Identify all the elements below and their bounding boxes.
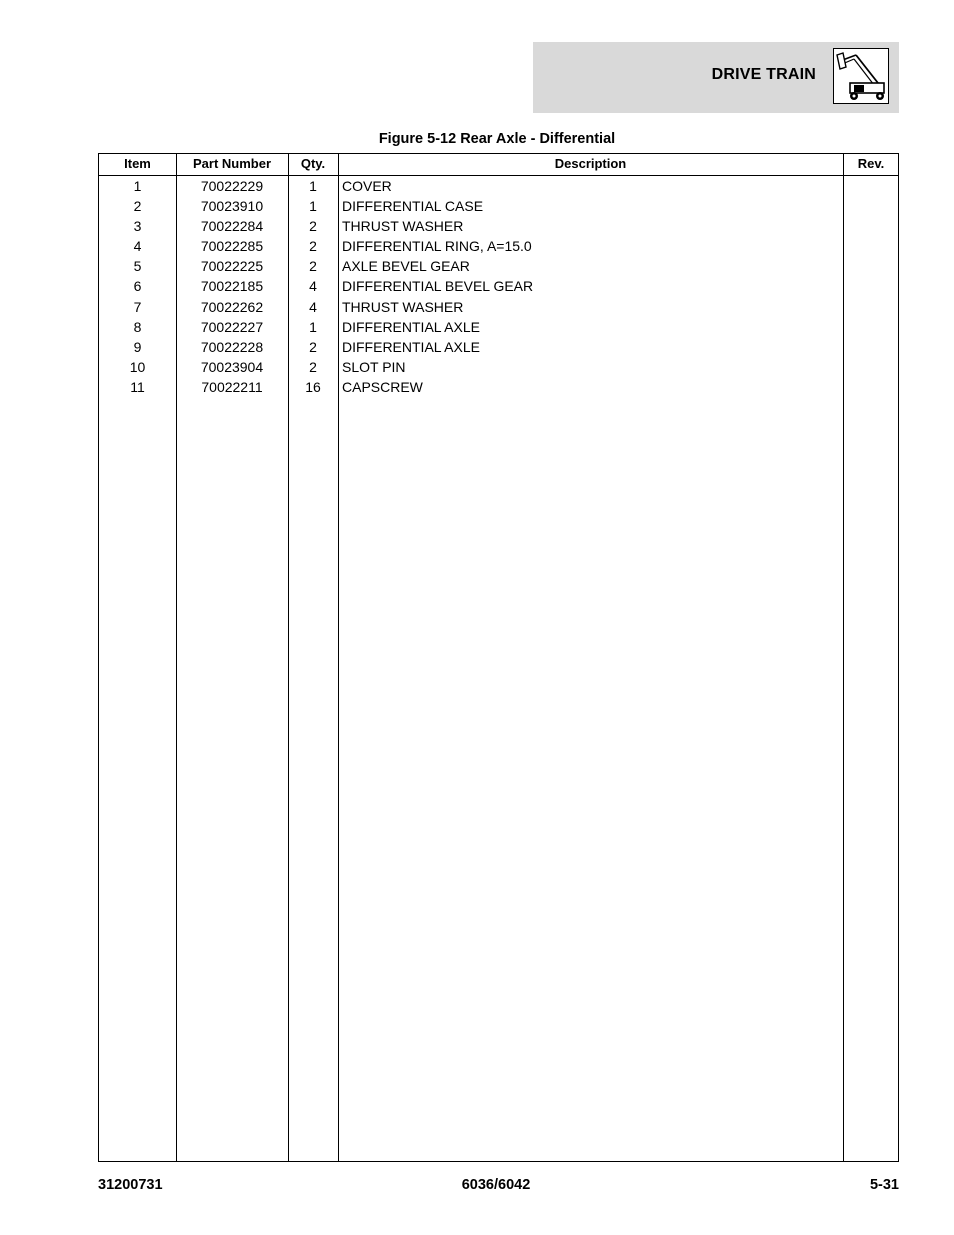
item-cell: 4 — [133, 238, 142, 255]
description-cell: DIFFERENTIAL AXLE — [342, 318, 480, 335]
table-row — [99, 276, 898, 296]
part-number-cell: 70022284 — [200, 218, 264, 235]
rev-cell — [843, 377, 899, 397]
table-row — [99, 216, 898, 236]
item-cell: 8 — [133, 318, 142, 335]
column-header-item: Item — [124, 156, 151, 171]
table-row — [99, 256, 898, 276]
item-cell: 9 — [133, 338, 142, 355]
part-number-cell: 70023910 — [200, 198, 264, 215]
rev-cell — [843, 357, 899, 377]
rev-cell — [843, 256, 899, 276]
qty-cell: 16 — [305, 378, 321, 395]
section-header — [533, 42, 899, 113]
part-number-cell: 70022227 — [200, 318, 264, 335]
item-cell: 11 — [130, 378, 145, 395]
rev-cell — [843, 276, 899, 296]
item-cell: 6 — [133, 278, 142, 295]
column-header-rev: Rev. — [857, 156, 885, 171]
item-cell: 5 — [133, 258, 142, 275]
model-number: 6036/6042 — [461, 1177, 531, 1193]
rev-cell — [843, 176, 899, 196]
description-cell: DIFFERENTIAL CASE — [342, 198, 484, 215]
part-number-cell: 70022285 — [200, 238, 264, 255]
qty-cell: 4 — [309, 298, 317, 315]
part-number-cell: 70022229 — [200, 178, 264, 194]
item-cell: 7 — [133, 298, 142, 315]
qty-cell: 4 — [309, 278, 317, 295]
rev-cell — [843, 297, 899, 317]
description-cell: THRUST WASHER — [342, 218, 464, 235]
table-row — [99, 176, 898, 196]
column-header-part-number: Part Number — [192, 156, 272, 171]
qty-cell: 2 — [309, 338, 317, 355]
description-cell: CAPSCREW — [342, 378, 423, 395]
table-row — [99, 317, 898, 337]
item-cell: 2 — [133, 198, 142, 215]
qty-cell: 1 — [309, 178, 317, 194]
table-row — [99, 196, 898, 216]
figure-title: Figure 5-12 Rear Axle - Differential — [378, 131, 616, 147]
table-row — [99, 337, 898, 357]
item-cell: 10 — [129, 358, 146, 375]
table-row — [99, 297, 898, 317]
rev-cell — [843, 236, 899, 256]
table-row — [99, 236, 898, 256]
rev-cell — [843, 196, 899, 216]
part-number-cell: 70022185 — [200, 278, 264, 295]
document-number: 31200731 — [98, 1177, 163, 1193]
table-row — [99, 377, 898, 397]
column-header-qty: Qty. — [300, 156, 326, 171]
rev-cell — [843, 216, 899, 236]
qty-cell: 2 — [309, 238, 317, 255]
part-number-cell: 70022262 — [200, 298, 264, 315]
description-cell: DIFFERENTIAL RING, A=15.0 — [342, 238, 532, 255]
table-body — [99, 175, 898, 397]
part-number-cell: 70022228 — [200, 338, 264, 355]
qty-cell: 2 — [309, 218, 317, 235]
parts-table — [98, 153, 899, 1162]
description-cell: COVER — [342, 178, 392, 194]
part-number-cell: 70022211 — [201, 378, 263, 395]
column-header-description: Description — [554, 156, 627, 171]
item-cell: 3 — [133, 218, 142, 235]
rev-cell — [843, 317, 899, 337]
description-cell: THRUST WASHER — [342, 298, 464, 315]
section-title: DRIVE TRAIN — [711, 66, 816, 83]
description-cell: AXLE BEVEL GEAR — [342, 258, 470, 275]
qty-cell: 1 — [309, 198, 317, 215]
qty-cell: 1 — [309, 318, 317, 335]
part-number-cell: 70022225 — [200, 258, 264, 275]
page-number: 5-31 — [869, 1177, 899, 1193]
aerial-work-platform-icon — [833, 48, 889, 104]
part-number-cell: 70023904 — [200, 358, 264, 375]
description-cell: DIFFERENTIAL AXLE — [342, 338, 480, 355]
item-cell: 1 — [133, 178, 142, 194]
qty-cell: 2 — [309, 358, 317, 375]
rev-cell — [843, 337, 899, 357]
description-cell: DIFFERENTIAL BEVEL GEAR — [342, 278, 534, 295]
qty-cell: 2 — [309, 258, 317, 275]
table-row — [99, 357, 898, 377]
description-cell: SLOT PIN — [342, 358, 406, 375]
